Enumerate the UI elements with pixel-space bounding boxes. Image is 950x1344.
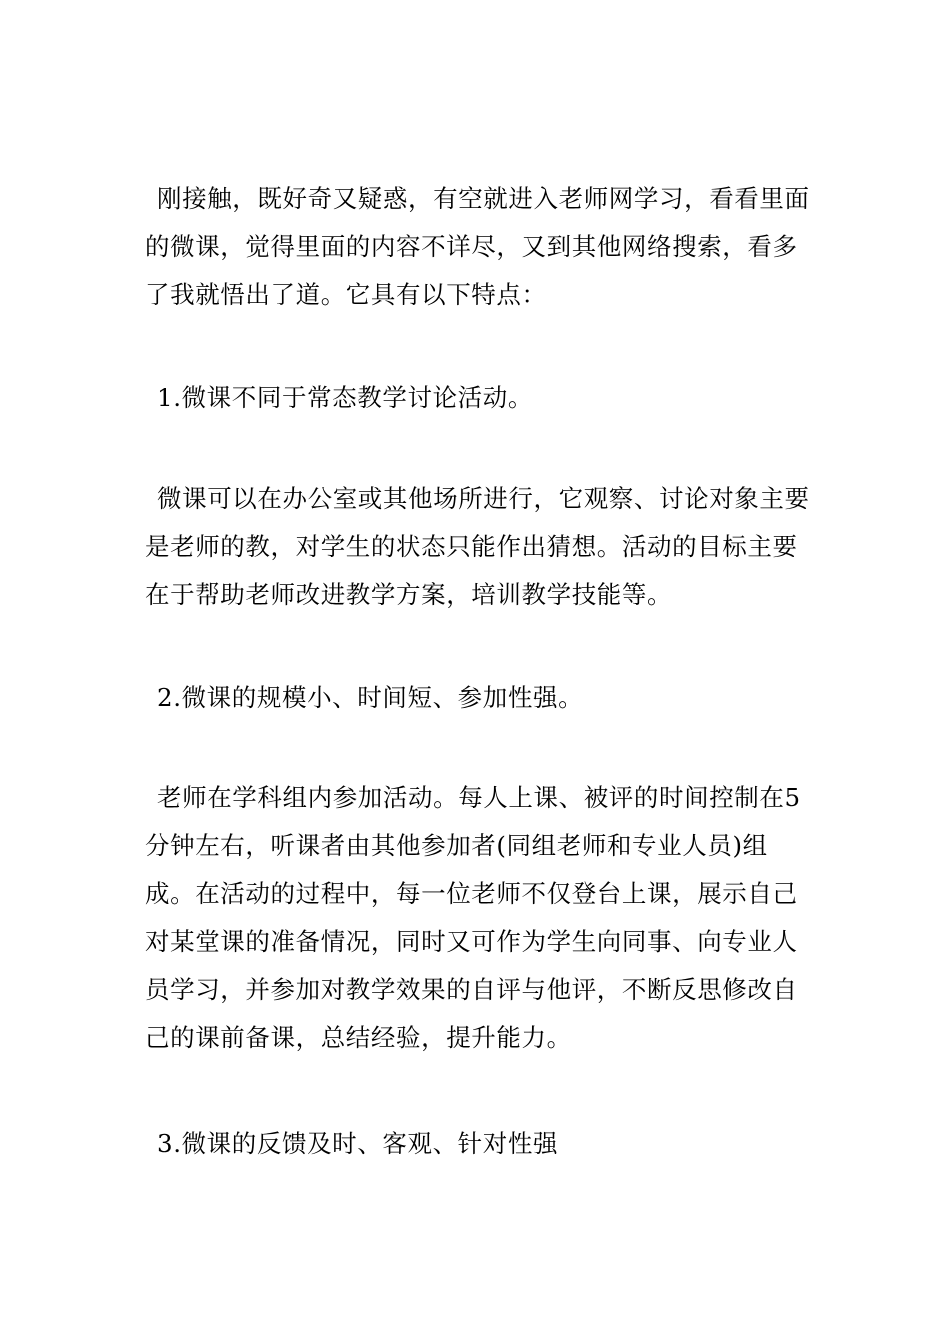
feature-paragraph-1: 微课可以在办公室或其他场所进行，它观察、讨论对象主要是老师的教，对学生的状态只能作出猜想。活动的目标主要在于帮助老师改进教学方案，培训教学技能等。 [145, 484, 810, 609]
feature-heading-2: 2.微课的规模小、时间短、参加性强。 [157, 683, 584, 712]
intro-paragraph: 刚接触，既好奇又疑惑，有空就进入老师网学习，看看里面的微课，觉得里面的内容不详尽，又到其他网络搜索，看多了我就悟出了道。它具有以下特点： [145, 184, 810, 309]
feature-heading-1: 1.微课不同于常态教学讨论活动。 [157, 383, 533, 412]
feature-heading-3: 3.微课的反馈及时、客观、针对性强 [157, 1129, 559, 1158]
feature-paragraph-2: 老师在学科组内参加活动。每人上课、被评的时间控制在5分钟左右，听课者由其他参加者(同组老师和专业人员)组成。在活动的过程中，每一位老师不仅登台上课，展示自己对某堂课的准备情况，同时又可作为学生向同事、向专业人员学习，并参加对教学效果的自评与他评，不断反思修改自己的课前备课，总结经验，提升能力。 [145, 783, 801, 1052]
